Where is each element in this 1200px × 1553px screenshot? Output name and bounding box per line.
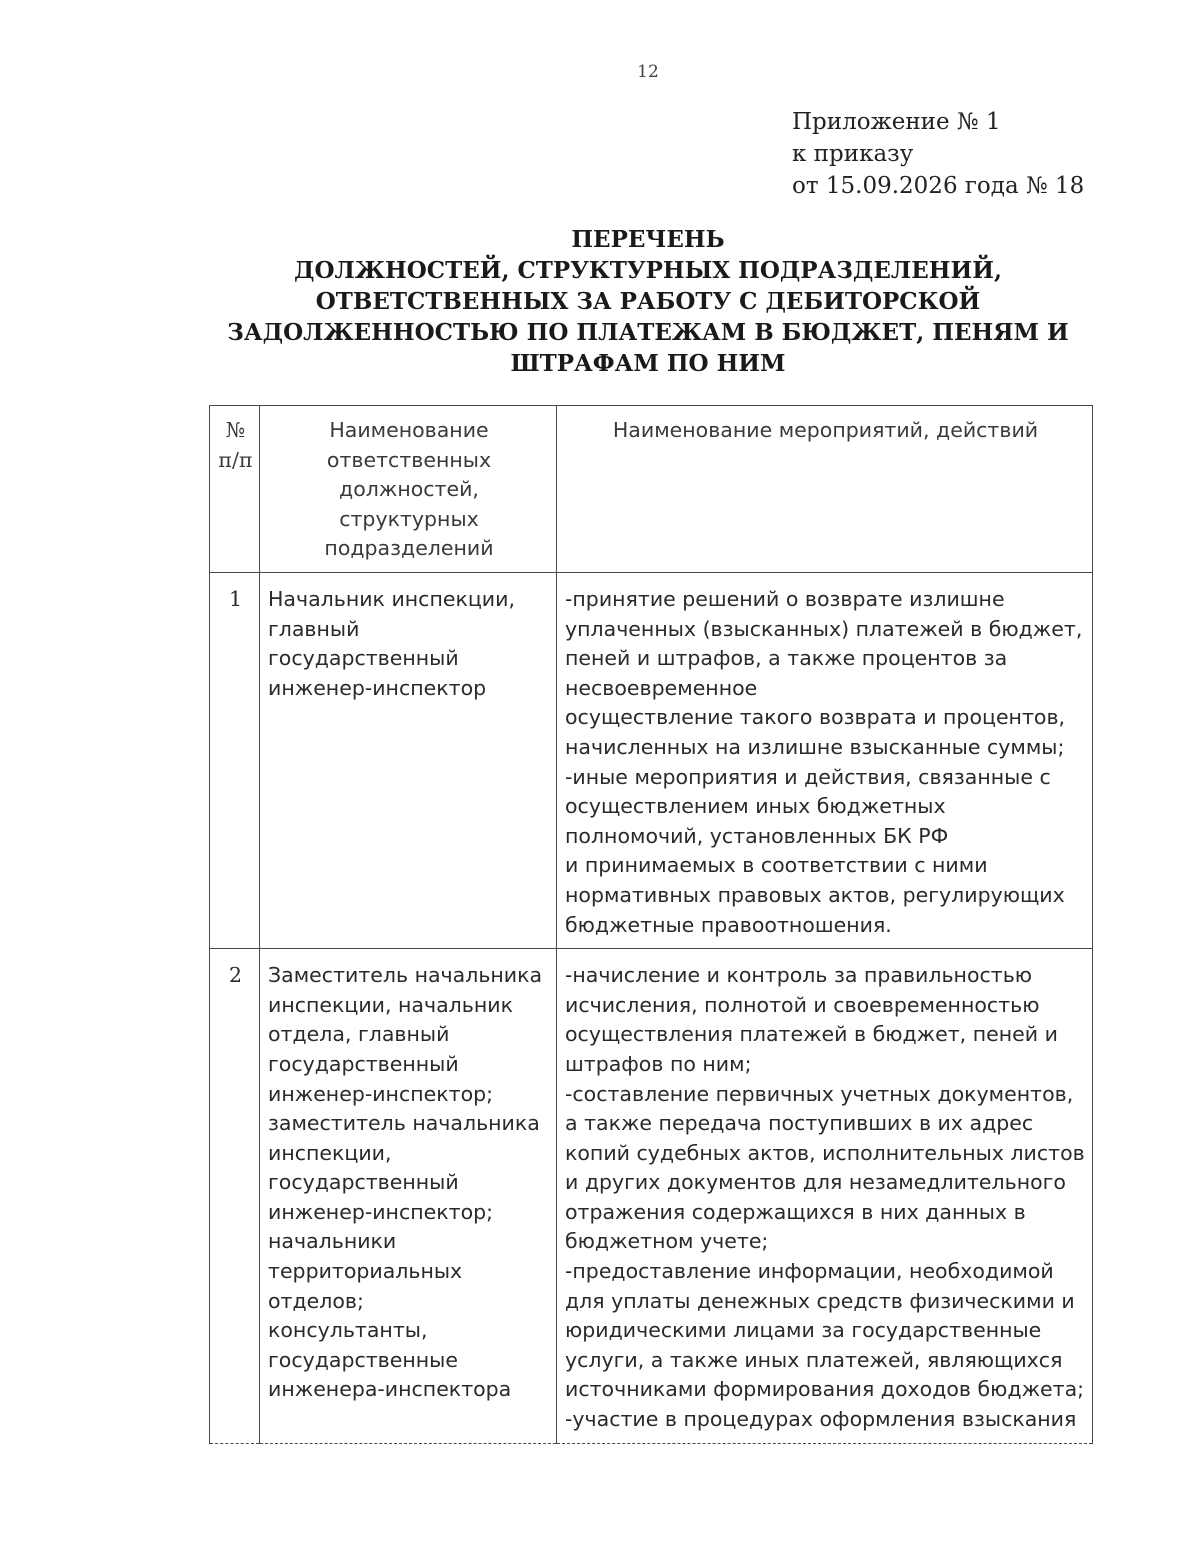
text-line: государственный [268, 646, 459, 671]
title-line: ПЕРЕЧЕНЬ [571, 226, 725, 253]
text-line: исчисления, полнотой и своевременностью [565, 992, 1040, 1017]
text-line: копий судебных актов, исполнительных листов [565, 1140, 1085, 1165]
title-line: ОТВЕТСТВЕННЫХ ЗА РАБОТУ С ДЕБИТОРСКОЙ [315, 288, 981, 315]
appendix-line: Приложение № 1 [792, 109, 1001, 135]
table-row [210, 573, 1093, 949]
text-line: п/п [218, 447, 253, 472]
text-line: № [225, 418, 246, 442]
row-positions-cell [260, 949, 557, 1444]
text-line: а также передача поступивших в их адрес [565, 1111, 1034, 1136]
responsibility-table [209, 405, 1093, 1444]
text-line: территориальных [268, 1259, 463, 1284]
header-number-cell [210, 406, 260, 573]
text-line: инженер-инспектор; [268, 1081, 494, 1106]
title-line: ДОЛЖНОСТЕЙ, СТРУКТУРНЫХ ПОДРАЗДЕЛЕНИЙ, [294, 257, 1002, 284]
text-line: заместитель начальника [268, 1111, 540, 1136]
text-line: для уплаты денежных средств физическими и [565, 1288, 1075, 1313]
row-actions-cell [557, 573, 1093, 949]
text-line: отделов; [268, 1288, 364, 1313]
text-line: государственный [268, 1170, 459, 1195]
appendix-line: от 15.09.2026 года № 18 [792, 173, 1085, 199]
text-line: инженер-инспектор; [268, 1199, 494, 1224]
text-line: юридическими лицами за государственные [565, 1318, 1042, 1343]
text-line: бюджетные правоотношения. [565, 912, 892, 937]
text-line: уплаченных (взысканных) платежей в бюджет, [565, 616, 1083, 641]
row-number-cell: 1 [210, 573, 260, 949]
row-number-cell: 2 [210, 949, 260, 1444]
text-line: осуществлением иных бюджетных [565, 794, 946, 819]
text-line: -предоставление информации, необходимой [565, 1259, 1054, 1284]
title-line: ШТРАФАМ ПО НИМ [510, 350, 786, 377]
text-line: источниками формирования доходов бюджета; [565, 1377, 1085, 1402]
text-line: и других документов для незамедлительного [565, 1170, 1066, 1195]
text-line: инспекции, начальник [268, 992, 513, 1017]
text-line: штрафов по ним; [565, 1051, 752, 1076]
text-line: несвоевременное [565, 675, 758, 700]
text-line: осуществления платежей в бюджет, пеней и [565, 1022, 1058, 1047]
text-line: государственный [268, 1051, 459, 1076]
text-line: -принятие решений о возврате излишне [565, 587, 1005, 611]
text-line: -иные мероприятия и действия, связанные с [565, 764, 1051, 789]
header-actions-cell [557, 406, 1093, 573]
text-line: бюджетном учете; [565, 1229, 769, 1254]
text-line: Наименование мероприятий, действий [612, 418, 1039, 442]
text-line: -участие в процедурах оформления взыскания [565, 1407, 1077, 1432]
text-line: начисленных на излишне взысканные суммы; [565, 734, 1065, 759]
page-number: 12 [637, 62, 659, 82]
document-title [200, 224, 1096, 379]
text-line: осуществление такого возврата и процентов, [565, 705, 1066, 730]
text-line: государственные [268, 1347, 458, 1372]
text-line: нормативных правовых актов, регулирующих [565, 882, 1065, 907]
text-line: и принимаемых в соответствии с ними [565, 853, 988, 878]
text-line: инженер-инспектор [268, 675, 487, 700]
text-line: подразделений [324, 536, 494, 561]
appendix-reference [792, 106, 1084, 202]
text-line: -составление первичных учетных документов, [565, 1081, 1074, 1106]
row-positions-cell [260, 573, 557, 949]
text-line: отражения содержащихся в них данных в [565, 1199, 1026, 1224]
text-line: начальники [268, 1229, 397, 1254]
header-positions-cell [260, 406, 557, 573]
text-line: ответственных [326, 447, 492, 472]
text-line: инспекции, [268, 1140, 392, 1165]
text-line: -начисление и контроль за правильностью [565, 963, 1033, 988]
text-line: должностей, [339, 477, 479, 502]
table-row [210, 949, 1093, 1444]
appendix-line: к приказу [792, 141, 914, 167]
text-line: инженера-инспектора [268, 1377, 512, 1402]
table-header-row [210, 406, 1093, 573]
text-line: пеней и штрафов, а также процентов за [565, 646, 1008, 671]
text-line: отдела, главный [268, 1022, 450, 1047]
row-actions-cell [557, 949, 1093, 1444]
text-line: Наименование [329, 418, 489, 442]
text-line: консультанты, [268, 1318, 428, 1343]
text-line: главный [268, 616, 360, 641]
text-line: Начальник инспекции, [268, 587, 515, 611]
text-line: услуги, а также иных платежей, являющихся [565, 1347, 1063, 1372]
title-line: ЗАДОЛЖЕННОСТЬЮ ПО ПЛАТЕЖАМ В БЮДЖЕТ, ПЕНЯМ И [227, 319, 1069, 346]
text-line: полномочий, установленных БК РФ [565, 823, 949, 848]
text-line: структурных [339, 506, 479, 531]
text-line: Заместитель начальника [268, 963, 543, 988]
